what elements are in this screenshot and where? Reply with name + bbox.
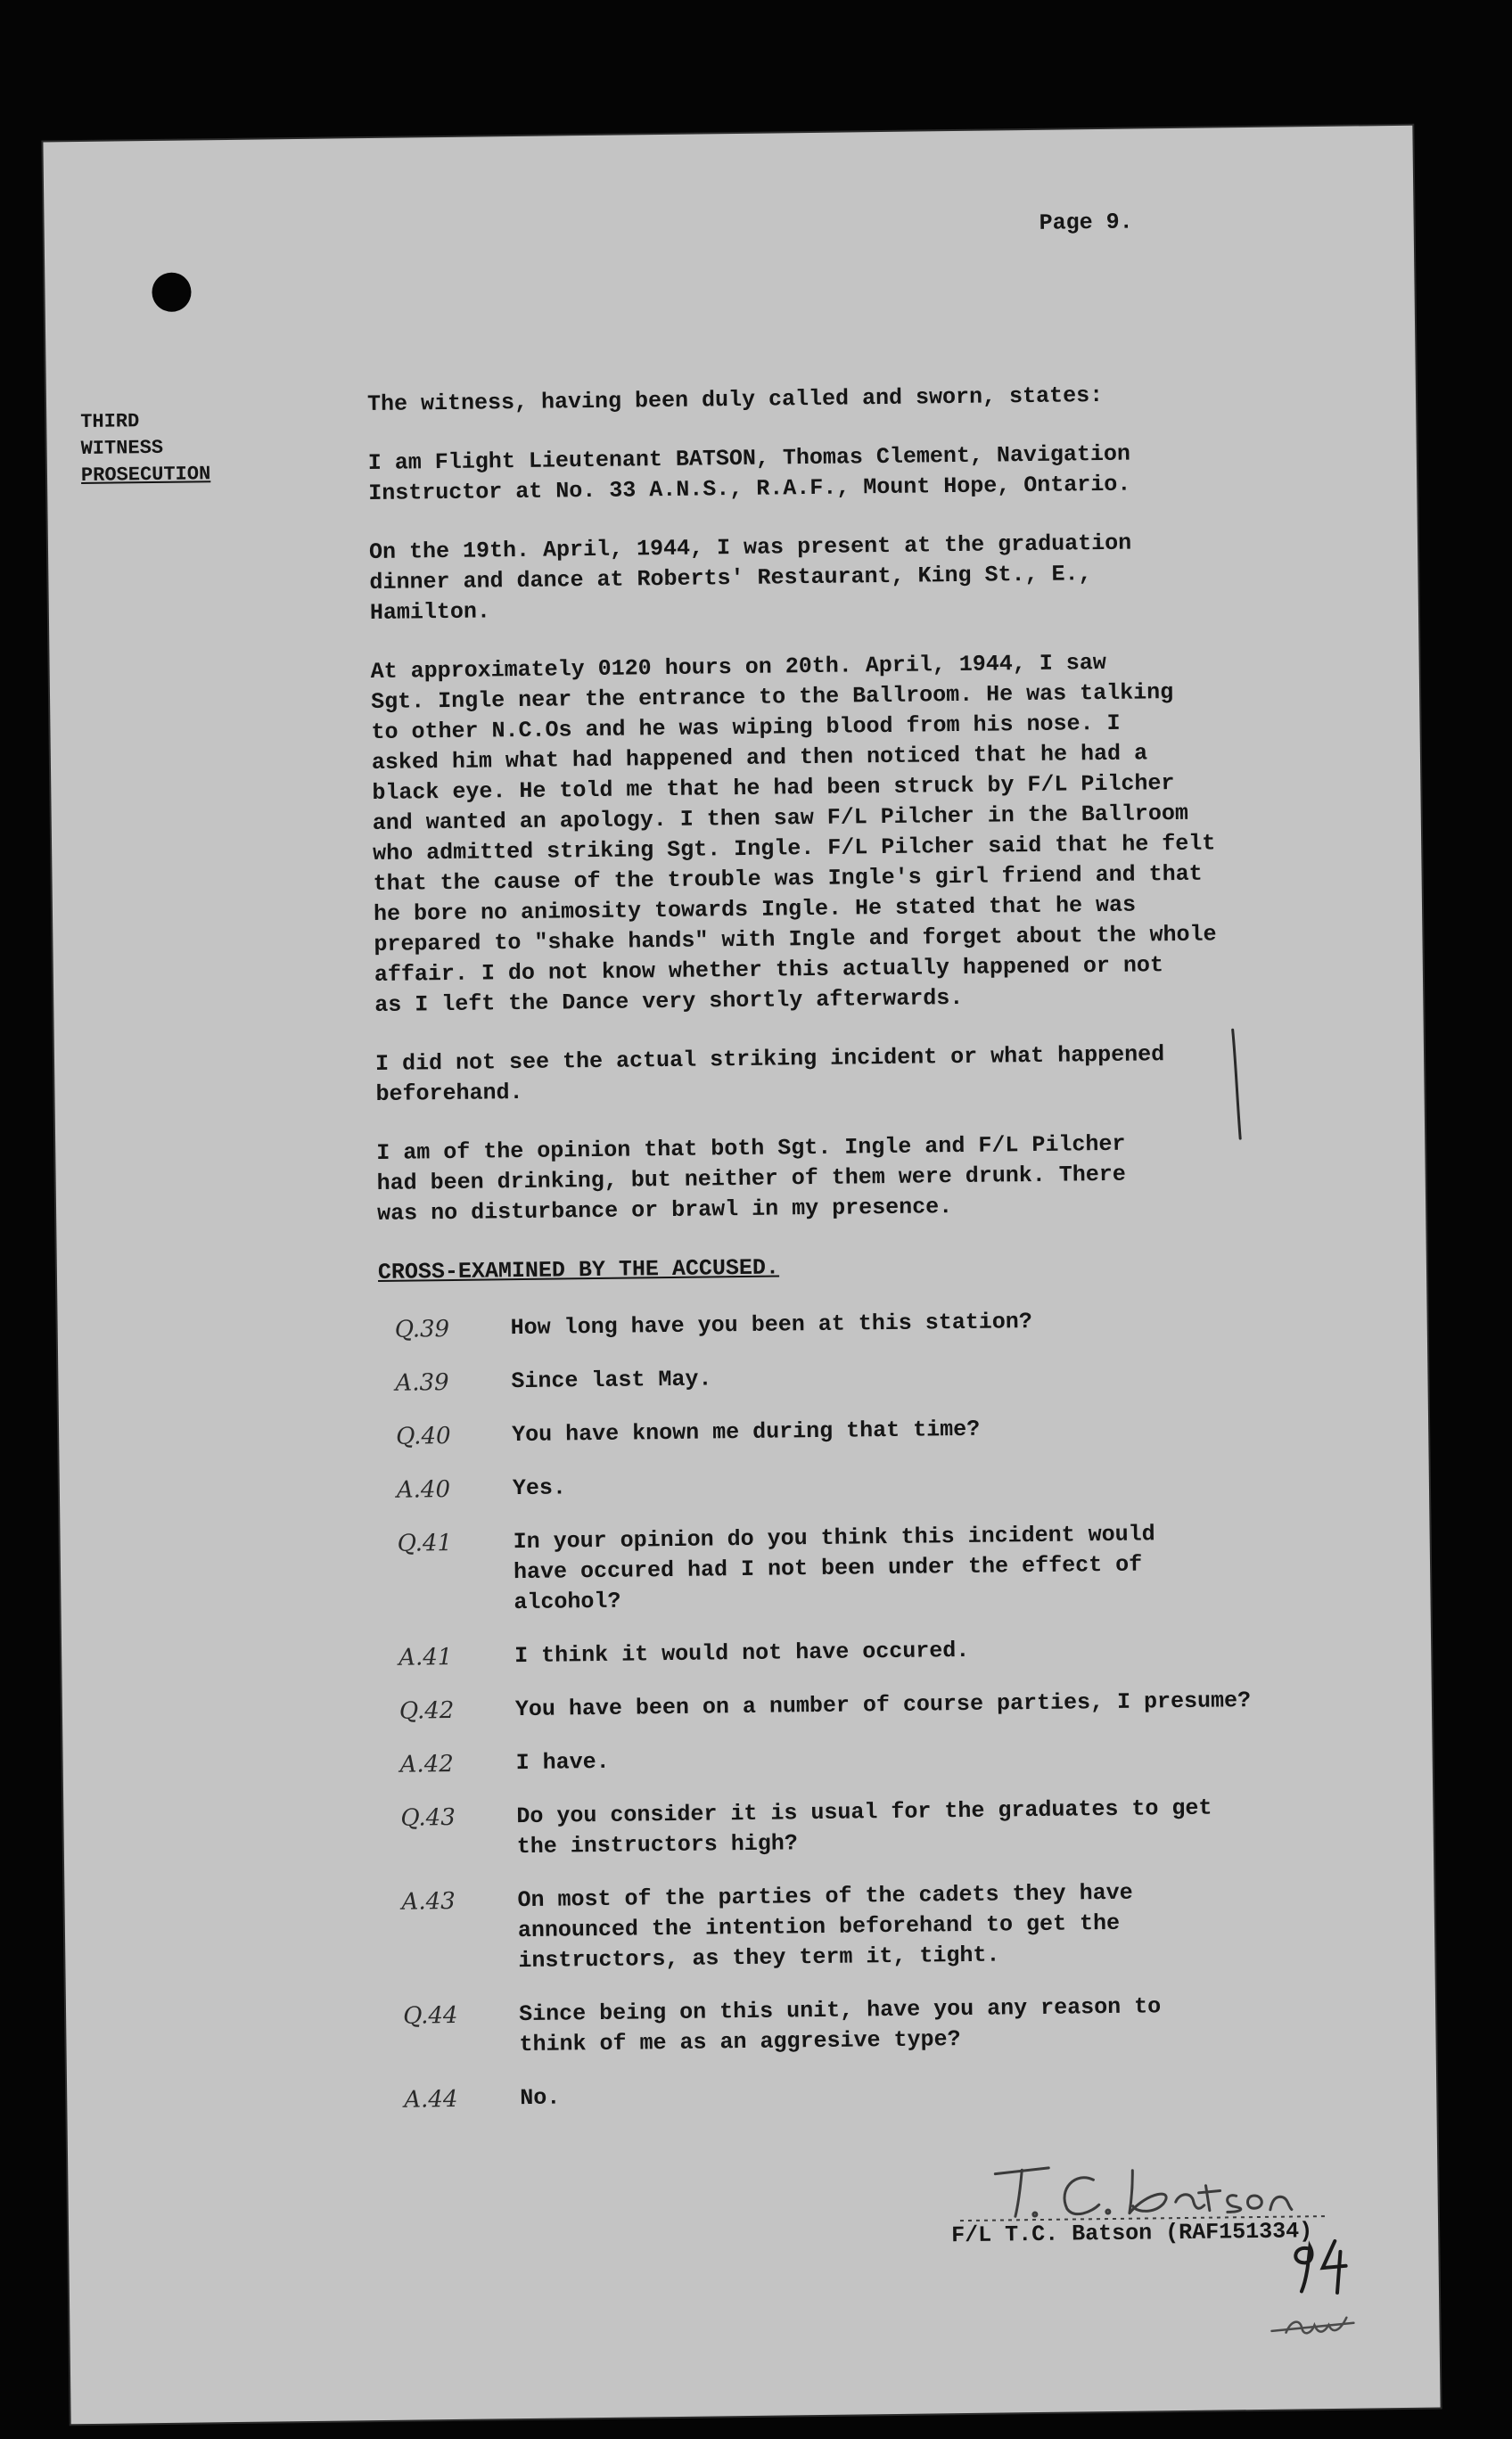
- qa-item: [384, 1792, 1330, 1864]
- punch-hole: [152, 272, 192, 312]
- qa-label: Q.44: [402, 2001, 458, 2030]
- qa-item: [380, 1410, 1325, 1452]
- qa-item: [381, 1464, 1326, 1506]
- qa-label: A.44: [404, 2085, 458, 2114]
- qa-label: Q.41: [397, 1529, 453, 1557]
- qa-text: Since being on this unit, have you any reason to think of me as an aggresive type?: [518, 1993, 1162, 2058]
- side-label-line-1: THIRD: [80, 410, 140, 433]
- qa-item: [385, 1876, 1331, 1978]
- qa-text: Yes.: [512, 1474, 567, 1502]
- document-body: [367, 378, 1334, 2139]
- qa-label: A.39: [395, 1369, 449, 1397]
- qa-label: A.43: [401, 1887, 456, 1916]
- document-page: [43, 126, 1440, 2425]
- qa-text: How long have you been at this station?: [510, 1309, 1032, 1342]
- handwritten-signature: [941, 2150, 1335, 2226]
- side-label-line-3: PROSECUTION: [80, 463, 211, 487]
- paragraph-4: I did not see the actual striking incident or what happened beforehand.: [374, 1041, 1165, 1107]
- qa-item: [381, 1517, 1327, 1620]
- qa-label: A.41: [399, 1643, 453, 1671]
- signature-block: [941, 2150, 1352, 2252]
- paragraph-3: At approximately 0120 hours on 20th. April, 1944, I saw Sgt. Ingle near the entrance to the Ballroom. He was talking to other N.C.Os and he was wiping blood from his nose. I asked him what had happened and then noticed that he had a black eye. He told me that he had been struck by F/L Pilcher and wanted an apology. I then saw F/L Pilcher in the Ballroom who admitted striking Sgt. Ingle. F/L Pilcher said that he felt that the cause of the trouble was Ingle's girl friend and that he bore no animosity towards Ingle. He stated that he was prepared to "shake hands" with Ingle and forget about the whole affair. I do not know whether this actually happened or not as I left the Dance very shortly afterwards.: [370, 649, 1217, 1019]
- witness-side-label: [80, 407, 210, 489]
- side-label-line-2: WITNESS: [80, 436, 164, 460]
- qa-label: Q.40: [396, 1423, 451, 1450]
- qa-item: [383, 1738, 1328, 1780]
- qa-text: I think it would not have occured.: [514, 1637, 970, 1670]
- qa-item: [379, 1303, 1324, 1345]
- cross-examination-heading: CROSS-EXAMINED BY THE ACCUSED.: [377, 1254, 780, 1285]
- qa-text: Since last May.: [511, 1366, 712, 1395]
- qa-label: A.42: [399, 1750, 454, 1778]
- qa-item: [379, 1357, 1324, 1399]
- page-number: Page 9.: [1039, 209, 1133, 236]
- qa-text: You have been on a number of course parties, I presume?: [514, 1688, 1252, 1723]
- handwritten-folio-number: [1281, 2235, 1371, 2298]
- paragraph-5: I am of the opinion that both Sgt. Ingle and F/L Pilcher had been drinking, but neither of them were drunk. There was no disturbance or brawl in my presence.: [376, 1130, 1126, 1227]
- margin-line-mark: [1228, 1026, 1247, 1142]
- qa-label: Q.42: [399, 1696, 455, 1725]
- qa-text: On most of the parties of the cadets they have announced the intention beforehand to get the instructors, as they term it, tight.: [517, 1879, 1133, 1975]
- qa-item: [383, 1685, 1328, 1727]
- qa-text: Do you consider it is usual for the graduates to get the instructors high?: [516, 1794, 1212, 1860]
- handwritten-initials: [1264, 2309, 1362, 2345]
- qa-item: [382, 1631, 1327, 1673]
- qa-text: No.: [520, 2084, 561, 2112]
- qa-text: In your opinion do you think this incident would have occured had I not been under the effect of alcohol?: [513, 1521, 1155, 1616]
- qa-item: [387, 1990, 1333, 2062]
- qa-label: A.40: [396, 1476, 451, 1504]
- qa-list: [379, 1303, 1334, 2115]
- paragraph-2: On the 19th. April, 1944, I was present at the graduation dinner and dance at Roberts' Restaurant, King St., E., Hamilton.: [368, 530, 1132, 627]
- qa-text: You have known me during that time?: [511, 1416, 981, 1449]
- qa-text: I have.: [515, 1748, 610, 1777]
- qa-item: [388, 2074, 1333, 2115]
- intro-line: The witness, having been duly called and sworn, states:: [366, 382, 1104, 418]
- signed-name: F/L T.C. Batson (RAF151334): [951, 2218, 1313, 2249]
- qa-label: Q.39: [394, 1316, 450, 1343]
- qa-label: Q.43: [400, 1803, 456, 1832]
- paragraph-1: I am Flight Lieutenant BATSON, Thomas Clement, Navigation Instructor at No. 33 A.N.S., R.A.F., Mount Hope, Ontario.: [367, 440, 1131, 507]
